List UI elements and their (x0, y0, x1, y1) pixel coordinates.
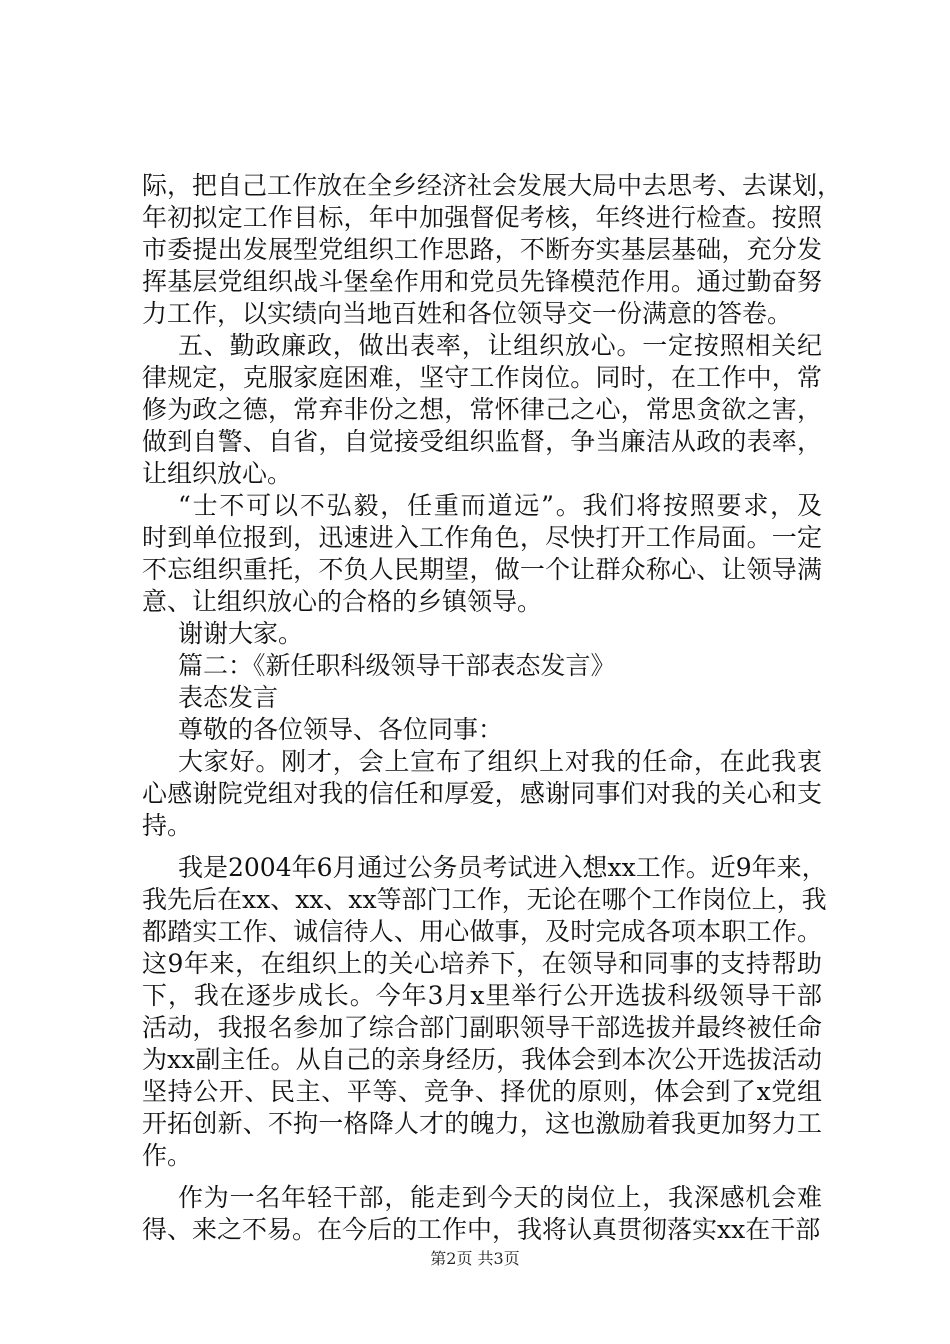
text-line: 律规定，克服家庭困难，坚守工作岗位。同时，在工作中，常 (142, 363, 822, 392)
text-line: 修为政之德，常弃非份之想，常怀律己之心，常思贪欲之害， (142, 395, 822, 424)
text-line: 为xx副主任。从自己的亲身经历，我体会到本次公开选拔活动 (142, 1045, 822, 1074)
text-line: 意、让组织放心的合格的乡镇领导。 (142, 587, 543, 616)
paragraph-p9 (142, 852, 827, 1172)
paragraph-p10 (142, 1182, 822, 1246)
text-line: 活动，我报名参加了综合部门副职领导干部选拔并最终被任命 (142, 1013, 822, 1042)
paragraph-p3 (142, 490, 822, 618)
paragraph-p1 (142, 170, 843, 330)
text-line: 表态发言 (178, 683, 279, 712)
text-line: 让组织放心。 (142, 459, 293, 488)
text-line: 都踏实工作、诚信待人、用心做事，及时完成各项本职工作。 (142, 917, 822, 946)
paragraph-p7 (142, 714, 822, 746)
text-line: 坚持公开、民主、平等、竞争、择优的原则，体会到了x党组 (142, 1077, 822, 1106)
text-line: 篇二：《新任职科级领导干部表态发言》 (178, 651, 616, 680)
text-line: 下，我在逐步成长。今年3月x里举行公开选拔科级领导干部 (142, 981, 822, 1010)
text-line: 力工作，以实绩向当地百姓和各位领导交一份满意的答卷。 (142, 299, 793, 328)
document-body (142, 170, 843, 1246)
text-line: 作。 (142, 1141, 193, 1170)
text-line: 我先后在xx、xx、xx等部门工作，无论在哪个工作岗位上，我 (142, 885, 827, 914)
paragraph-p8 (142, 746, 822, 842)
text-line: “士不可以不弘毅，任重而道远”。我们将按照要求，及 (178, 491, 822, 520)
text-line: 谢谢大家。 (178, 619, 304, 648)
paragraph-p6 (142, 682, 822, 714)
text-line: 作为一名年轻干部，能走到今天的岗位上，我深感机会难 (178, 1183, 822, 1212)
text-line: 我是2004年6月通过公务员考试进入想xx工作。近9年来， (178, 853, 827, 882)
text-line: 年初拟定工作目标，年中加强督促考核，年终进行检查。按照 (142, 203, 822, 232)
text-line: 开拓创新、不拘一格降人才的魄力，这也激励着我更加努力工 (142, 1109, 822, 1138)
text-line: 大家好。刚才，会上宣布了组织上对我的任命，在此我衷 (178, 747, 822, 776)
paragraph-p2 (142, 330, 822, 490)
text-line: 挥基层党组织战斗堡垒作用和党员先锋模范作用。通过勤奋努 (142, 267, 822, 296)
text-line: 五、勤政廉政，做出表率，让组织放心。一定按照相关纪 (178, 331, 822, 360)
page-footer: 第2页 共3页 (430, 1249, 520, 1268)
text-line: 持。 (142, 811, 193, 840)
text-line: 心感谢院党组对我的信任和厚爱，感谢同事们对我的关心和支 (142, 779, 822, 808)
text-line: 不忘组织重托，不负人民期望，做一个让群众称心、让领导满 (142, 555, 822, 584)
text-line: 这9年来，在组织上的关心培养下，在领导和同事的支持帮助 (142, 949, 822, 978)
text-line: 做到自警、自省，自觉接受组织监督，争当廉洁从政的表率， (142, 427, 822, 456)
text-line: 得、来之不易。在今后的工作中，我将认真贯彻落实xx在干部 (142, 1215, 821, 1244)
text-line: 市委提出发展型党组织工作思路，不断夯实基层基础，充分发 (142, 235, 822, 264)
text-line: 尊敬的各位领导、各位同事： (178, 715, 504, 744)
text-line: 际，把自己工作放在全乡经济社会发展大局中去思考、去谋划， (142, 171, 843, 200)
paragraph-p5 (142, 650, 822, 682)
paragraph-p4 (142, 618, 822, 650)
text-line: 时到单位报到，迅速进入工作角色，尽快打开工作局面。一定 (142, 523, 822, 552)
